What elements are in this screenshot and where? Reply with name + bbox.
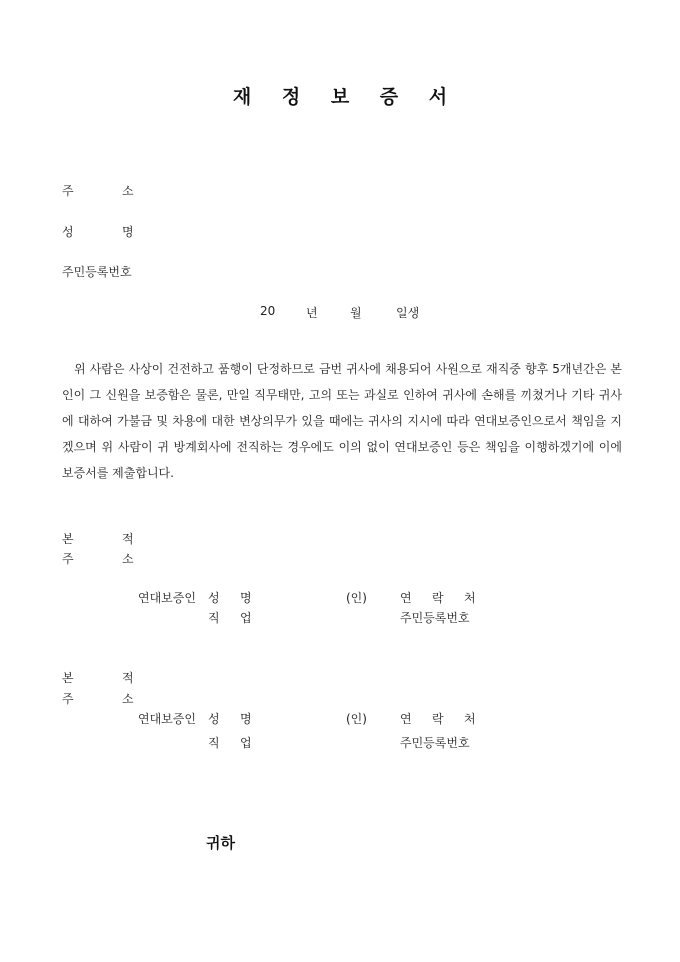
contact-label-char-3: 처 <box>464 712 476 726</box>
name-label-char-2: 명 <box>122 225 134 239</box>
document-title: 재 정 보 증 서 <box>232 86 460 108</box>
name-label-char-1: 성 <box>62 225 74 239</box>
birth-year-prefix: 20 <box>260 304 276 318</box>
domicile-label-char-2: 적 <box>122 671 134 685</box>
job-label-char-2: 업 <box>240 736 252 750</box>
contact-label-char-2: 락 <box>432 591 444 605</box>
addressee-closing: 귀하 <box>206 834 235 852</box>
address-label-char-1: 주 <box>62 552 74 566</box>
contact-label-char-1: 연 <box>400 591 412 605</box>
birth-month-label: 월 <box>350 306 362 320</box>
job-label-char-1: 직 <box>208 736 220 750</box>
job-label-char-2: 업 <box>240 611 252 625</box>
job-label-char-1: 직 <box>208 611 220 625</box>
name-label-char-2: 명 <box>240 591 252 605</box>
rrn-label: 주민등록번호 <box>400 736 470 750</box>
rrn-label: 주민등록번호 <box>400 611 470 625</box>
contact-label-char-1: 연 <box>400 712 412 726</box>
domicile-label-char-1: 본 <box>62 671 74 685</box>
address-label-char-1: 주 <box>62 184 74 198</box>
birth-year-label: 년 <box>306 306 318 320</box>
domicile-label-char-1: 본 <box>62 532 74 546</box>
domicile-label-char-2: 적 <box>122 532 134 546</box>
joint-guarantor-label: 연대보증인 <box>138 712 196 726</box>
seal-mark: (인) <box>346 591 367 605</box>
birth-day-label: 일생 <box>396 306 420 320</box>
seal-mark: (인) <box>346 712 367 726</box>
guarantee-statement: 위 사람은 사상이 건전하고 품행이 단정하므로 금번 귀사에 채용되어 사원으로 재직중 향후 5개년간은 본인이 그 신원을 보증함은 물론, 만일 직무태만, 고의 또는 과실로 인하여 귀사에 손해를 끼쳤거나 기타 귀사에 대하여 가불금 및 차용에 대한 변상의무가 있을 때에는 귀사의 지시에 따라 연대보증인으로서 책임을 지겠으며 위 사람이 귀 방계회사에 전직하는 경우에도 이의 없이 연대보증인 등은 책임을 이행하겠기에 이에 보증서를 제출합니다. <box>62 362 622 480</box>
name-label-char-1: 성 <box>208 591 220 605</box>
name-label-char-1: 성 <box>208 712 220 726</box>
name-label-char-2: 명 <box>240 712 252 726</box>
joint-guarantor-label: 연대보증인 <box>138 591 196 605</box>
contact-label-char-2: 락 <box>432 712 444 726</box>
address-label-char-2: 소 <box>122 184 134 198</box>
address-label-char-2: 소 <box>122 552 134 566</box>
rrn-label: 주민등록번호 <box>62 265 132 279</box>
address-label-char-2: 소 <box>122 692 134 706</box>
contact-label-char-3: 처 <box>464 591 476 605</box>
address-label-char-1: 주 <box>62 692 74 706</box>
